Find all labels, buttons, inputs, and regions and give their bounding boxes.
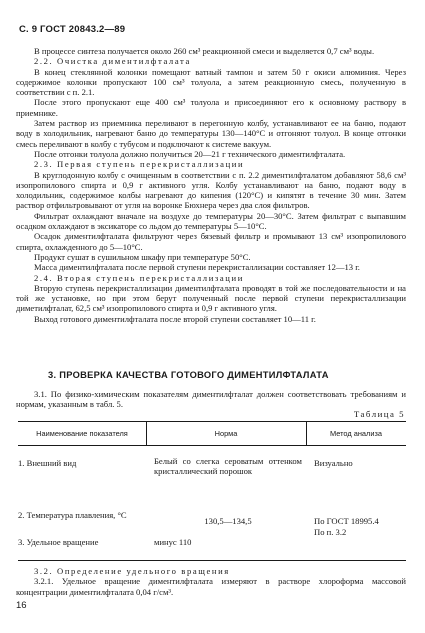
table-cell: минус 110 (154, 537, 192, 547)
table-cell: 130,5—134,5 (204, 516, 252, 526)
table-cell: 3. Удельное вращение (18, 537, 99, 547)
paragraph: 3.1. По физико-химическим показателям диментилфталат должен соответствовать требованиям и нормам, указанным в табл. 5. (16, 389, 406, 410)
requirements-table (18, 421, 406, 561)
paragraph: Затем раствор из приемника переливают в перегонную колбу, устанавливают ее на баню, подают воду в холодильник, нагревают баню до температуры 130—140°С и отгоняют толуол. В конце отгонки смесь переливают в колбу с тубусом и подключают к системе вакуум. (16, 118, 406, 149)
section-heading: 3. ПРОВЕРКА КАЧЕСТВА ГОТОВОГО ДИМЕНТИЛФТАЛАТА (48, 370, 329, 380)
table-cell: По п. 3.2 (314, 527, 347, 537)
table-header-cell: Норма (214, 429, 238, 438)
paragraph: Фильтрат охлаждают вначале на воздухе до температуры 20—30°С. Затем фильтрат с выпавшим осадком охлаждают в эксикаторе со льдом до температуры 5—10°С. (16, 210, 406, 232)
paragraph: В процессе синтеза получается около 260 см³ реакционной смеси и выделяется 0,7 см³ воды. (34, 46, 375, 56)
page-header: С. 9 ГОСТ 20843.2—89 (19, 24, 126, 35)
table-header-cell: Метод анализа (330, 429, 382, 438)
table-cell: Визуально (314, 458, 353, 468)
paragraph: 3.2.1. Удельное вращение диментилфталата измеряют в растворе хлороформа массовой концентрации диментилфталата 0,04 г/см³. (16, 576, 406, 597)
paragraph: После этого пропускают еще 400 см³ толуола и присоединяют его к основному раствору в приемнике. (16, 97, 406, 118)
table-caption: Таблица 5 (353, 409, 405, 419)
paragraph: Продукт сушат в сушильном шкафу при температуре 50°С. (34, 251, 251, 262)
paragraph: После отгонки толуола должно получиться 20—21 г технического диментилфталата. (34, 148, 346, 159)
section-intro (16, 389, 406, 410)
paragraph: В конец стеклянной колонки помещают ватный тампон и затем 50 г окиси алюминия. Через содержимое колонки пропускают 100 см³ толуола, а затем реакционную смесь, полученную в соответствии с п. 2.1. (16, 66, 406, 98)
subsection-heading: 2.3. Первая ступень перекристаллизации (34, 159, 245, 170)
paragraph: Осадок диментилфталата фильтруют через бязевый фильтр и промывают 13 см³ изопропилового спирта, охлажденного до 5—10°С. (16, 231, 406, 252)
subsection-heading: 2.4. Вторая ступень перекристаллизации (34, 272, 244, 283)
table-header-rule (18, 445, 406, 446)
table-cell: 2. Температура плавления, °С (18, 510, 127, 520)
paragraph: Вторую ступень перекристаллизации диментилфталата проводят в той же последовательности и на той же установке, но при этом берут полученный после первой ступени перекристаллизации диметилфталат, 62,5 см³ изопропилового спирта и 0,9 г активного угля. (16, 282, 406, 314)
table-cell: 1. Внешний вид (18, 458, 77, 468)
page-number: 16 (16, 600, 27, 611)
table-cell: По ГОСТ 18995.4 (314, 516, 379, 526)
table-cell: Белый со слегка сероватым оттенком кристаллический порошок (154, 456, 302, 477)
subsection-heading: 3.2. Определение удельного вращения (34, 566, 230, 576)
subsection-3-2 (16, 566, 406, 597)
body-text (16, 46, 406, 324)
subsection-heading: 2.2. Очистка диментилфталата (34, 56, 191, 67)
table-header-cell: Наименование показателя (36, 429, 128, 438)
paragraph: В круглодонную колбу с очищенным в соответствии с п. 2.2 диментилфталатом добавляют 58,6 см³ изопропилового спирта и 0,9 г активного угля. Колбу устанавливают на баню, подают воду в холодильник, содержимое колбы нагревают до кипения (120°С) и кипятят в течение 30 мин. Затем раствор отфильтровывают от угля на воронке Бюхнера через два слоя фильтров. (16, 169, 406, 211)
paragraph: Масса диментилфталата после первой ступени перекристаллизации составляет 12—13 г. (34, 262, 360, 273)
paragraph: Выход готового диментилфталата после второй ступени составляет 10—11 г. (34, 313, 316, 324)
